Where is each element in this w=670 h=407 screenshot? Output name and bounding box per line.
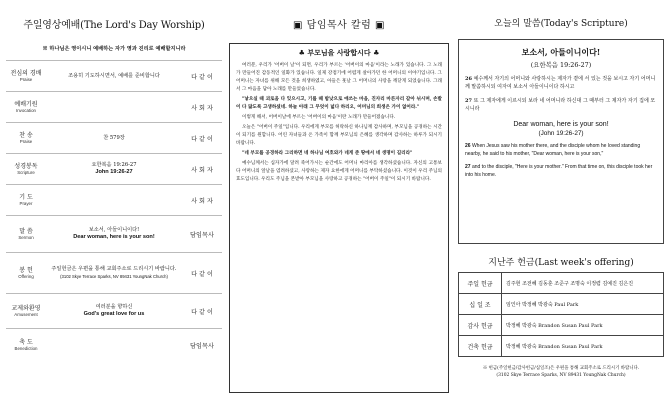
verses-english bbox=[465, 142, 657, 179]
order-row bbox=[6, 122, 222, 153]
verse-text: When Jesus saw his mother there, and the disciple whom he loved standing nearby, he said to his mother, "Dear woman, here is your son," bbox=[465, 143, 641, 157]
order-row bbox=[6, 215, 222, 252]
verse bbox=[465, 163, 657, 179]
verse-text: and to the disciple, "Here is your mother." From that time on, this disciple took her into his home. bbox=[465, 164, 653, 178]
order-item-english: Praise bbox=[19, 76, 33, 82]
order-row bbox=[6, 252, 222, 293]
scripture-title: 오늘의 말씀(Today's Scripture) bbox=[494, 19, 628, 29]
order-item-english: Invocation bbox=[15, 107, 36, 113]
column-paragraph: 예수님께서는 십자가에 달려 죽어가시는 순간에도 어머니 마리아를 생각하셨습니다. 자신의 고통보다 어머니의 앞날을 염려하셨고, 사랑하는 제자 요한에게 어머니를 부탁하셨습니다. 이것이 우리 주님의 효도입니다. 우리도 주님을 본받아 부모님을 사랑하고 공경하는 "어버이 주일"이 되시기 바랍니다. bbox=[236, 161, 442, 182]
order-item-korean: 기 도 bbox=[19, 193, 33, 201]
order-item-name bbox=[6, 163, 46, 176]
worship-title: 주일영상예배(The Lord's Day Worship) bbox=[23, 20, 205, 31]
verse-number: 26 bbox=[465, 143, 471, 149]
verse-number: 27 bbox=[465, 98, 472, 104]
column-paragraph: "네 부모를 공경하라 그리하면 네 하나님 여호와가 네게 준 땅에서 네 생명이 길리라" bbox=[242, 151, 413, 156]
order-item-name bbox=[6, 305, 46, 318]
scripture-box bbox=[458, 39, 664, 244]
verse-number: 27 bbox=[465, 164, 471, 170]
order-item-detail bbox=[46, 227, 182, 241]
order-item-korean: 봉 헌 bbox=[19, 266, 33, 274]
order-item-detail bbox=[46, 73, 182, 80]
offering-row bbox=[459, 294, 664, 315]
worship-subtitle: ※ 하나님은 영이시니 예배하는 자가 영과 진리로 예배할지니라 bbox=[42, 46, 186, 52]
order-item-english: Scripture bbox=[17, 169, 35, 175]
order-item-name bbox=[6, 194, 46, 207]
order-item-leader: 사 회 자 bbox=[191, 104, 213, 112]
order-item-korean: 찬 송 bbox=[19, 131, 33, 139]
verse-reference-english: (John 19:26-27) bbox=[538, 130, 584, 137]
worship-order-list bbox=[6, 60, 222, 361]
column-paragraph: 여러분, 우리가 '어버이 날'이 되면, 우리가 부르는 '어버이의 마음'이라는 노래가 있습니다. 그 노래가 만들어진 감동적인 일화가 있습니다. 일제 강점기에 어렵게 살아가던 한 어머니의 이야기입니다. 그 어머니는 자녀를 위해 모든 것을 희생하였고, 아들은 훗날 그 어머니의 사랑을 깨닫게 되었습니다. 그래서 그 마음을 담아 노래를 만들었습니다. bbox=[236, 63, 442, 92]
order-item-detail bbox=[46, 162, 182, 176]
order-row bbox=[6, 184, 222, 215]
order-item-name bbox=[6, 339, 46, 352]
verse-number: 26 bbox=[465, 76, 472, 82]
offering-label: 감사 헌금 bbox=[459, 315, 502, 336]
order-item-name bbox=[6, 228, 46, 241]
order-item-english: Prayer bbox=[19, 200, 33, 206]
offering-label: 건축 헌금 bbox=[459, 336, 502, 357]
order-item-detail bbox=[46, 304, 182, 318]
verse bbox=[465, 97, 657, 113]
verse bbox=[465, 75, 657, 91]
order-item-english: Sermon bbox=[18, 234, 34, 240]
order-item-name bbox=[6, 70, 46, 83]
order-item-korean: 전심의 경배 bbox=[10, 69, 42, 77]
offering-label: 십 일 조 bbox=[459, 294, 502, 315]
offering-footer bbox=[458, 365, 664, 379]
order-item-english: Amusement bbox=[14, 311, 38, 317]
order-item-english: Benediction bbox=[14, 345, 38, 351]
offering-row bbox=[459, 273, 664, 294]
offering-names: 김주현 조전혜 김동훈 조준구 조명숙 이정렴 김예진 김은진 bbox=[502, 273, 664, 294]
column-title: ▣ 담임목사 칼럼 ▣ bbox=[293, 20, 385, 31]
order-item-leader: 다 같 이 bbox=[191, 135, 213, 143]
order-detail-english: John 19:26-27 bbox=[95, 169, 133, 175]
verse-heading-english: Dear woman, here is your son! bbox=[513, 121, 609, 128]
column-body bbox=[236, 62, 442, 184]
offering-names: 임인아 박정혜 박광숙 Paul Park bbox=[502, 294, 664, 315]
verse bbox=[465, 142, 657, 158]
order-item-name bbox=[6, 267, 46, 280]
order-item-name bbox=[6, 101, 46, 114]
order-item-korean: 예배기원 bbox=[14, 100, 38, 108]
column-paragraph: "낳으실 때 괴로움 다 잊으시고, 기를 때 밤낮으로 애쓰는 마음, 진자리 마른자리 갈아 뉘시며, 손발이 다 닳도록 고생하셨네. 하늘 아래 그 무엇이 넓다 하리오, 어머님의 희생은 가이 없어라." bbox=[236, 97, 442, 110]
order-item-detail bbox=[46, 266, 182, 280]
offering-title: 지난주 헌금(Last week's offering) bbox=[488, 258, 634, 268]
offering-table bbox=[458, 272, 664, 357]
offering-footer-note: ※ 헌금(주일헌금/감사헌금/십일조)은 우편을 통해 교회주소로 드리시기 바랍니다. bbox=[482, 366, 640, 371]
worship-order-column bbox=[6, 0, 222, 361]
order-row bbox=[6, 91, 222, 122]
offering-names: 박정혜 박광숙 Brandon Susan Paul Park bbox=[502, 315, 664, 336]
order-item-english: Praise bbox=[19, 138, 33, 144]
order-item-leader: 다 같 이 bbox=[191, 270, 213, 278]
order-detail-text: 찬 579장 bbox=[103, 134, 125, 141]
order-detail-text: 여러분을 향하신 bbox=[95, 304, 133, 310]
order-detail-english: Dear woman, here is your son! bbox=[73, 234, 155, 240]
column-box bbox=[229, 43, 449, 393]
order-item-leader: 사 회 자 bbox=[191, 197, 213, 205]
column-paragraph: 오늘은 "어버이 주일"입니다. 우리에게 부모를 허락하신 하나님께 감사하며, 부모님을 공경하는 시간이 되기를 원합니다. 어린 자녀들과 온 가족이 함께 부모님의 은혜를 생각하며 감사하는 하루가 되시기 바랍니다. bbox=[236, 125, 442, 146]
order-detail-text: 요한복음 19:26-27 bbox=[91, 162, 137, 168]
order-row bbox=[6, 328, 222, 361]
order-row bbox=[6, 60, 222, 91]
order-item-korean: 축 도 bbox=[19, 338, 33, 346]
verse-text: 또 그 제자에게 이르시되 보라 네 어머니라 하신대 그 때부터 그 제자가 자기 집에 모시니라 bbox=[465, 98, 656, 112]
order-row bbox=[6, 153, 222, 184]
offering-label: 주일 헌금 bbox=[459, 273, 502, 294]
column-paragraph: 이렇게 해서, 어버이날에 부르는 '어버이의 마음'이란 노래가 만들어졌습니다. bbox=[242, 115, 396, 120]
pastor-column bbox=[229, 0, 449, 393]
order-detail-text: 보소서, 아들이니이다! bbox=[88, 227, 140, 233]
verse-heading: 보소서, 아들이니이다! bbox=[521, 47, 601, 57]
order-item-leader: 담임목사 bbox=[190, 342, 214, 350]
verse-text: 예수께서 자기의 어머니와 사랑하시는 제자가 곁에 서 있는 것을 보시고 자기 어머니께 말씀하시되 여자여 보소서 아들이니이다 하시고 bbox=[465, 76, 656, 90]
column-heading: ♣ 부모님을 사랑합시다 ♣ bbox=[298, 48, 380, 57]
order-item-leader: 다 같 이 bbox=[191, 308, 213, 316]
order-detail-text: 조용히 기도하시면서, 예배를 준비합니다 bbox=[68, 72, 160, 79]
order-detail-text: 주일헌금은 우편을 통해 교회주소로 드리시기 바랍니다. bbox=[51, 266, 177, 272]
order-detail-english: God's great love for us bbox=[83, 311, 145, 317]
order-item-leader: 사 회 자 bbox=[191, 166, 213, 174]
verses-korean bbox=[465, 75, 657, 113]
order-item-leader: 다 같 이 bbox=[191, 73, 213, 81]
scripture-column bbox=[458, 0, 664, 379]
order-item-korean: 말 씀 bbox=[19, 227, 33, 235]
order-item-leader: 담임목사 bbox=[190, 231, 214, 239]
order-item-detail bbox=[46, 135, 182, 142]
offering-names: 박정혜 박광숙 Brandon Susan Paul Park bbox=[502, 336, 664, 357]
order-item-korean: 성경봉독 bbox=[14, 162, 38, 170]
verse-reference: (요한복음 19:26-27) bbox=[530, 61, 592, 69]
offering-row bbox=[459, 336, 664, 357]
offering-footer-address: (3102 Skye Terrace Sparks, NV 89431 YoungNak Church) bbox=[496, 373, 626, 378]
offering-row bbox=[459, 315, 664, 336]
order-item-english: Offering bbox=[18, 273, 34, 279]
order-detail-english: (3102 Skye Terrace Sparks, NV 89431 YoungNak Church) bbox=[60, 274, 168, 279]
order-row bbox=[6, 293, 222, 328]
order-item-name bbox=[6, 132, 46, 145]
order-item-korean: 교제와환영 bbox=[11, 304, 41, 312]
